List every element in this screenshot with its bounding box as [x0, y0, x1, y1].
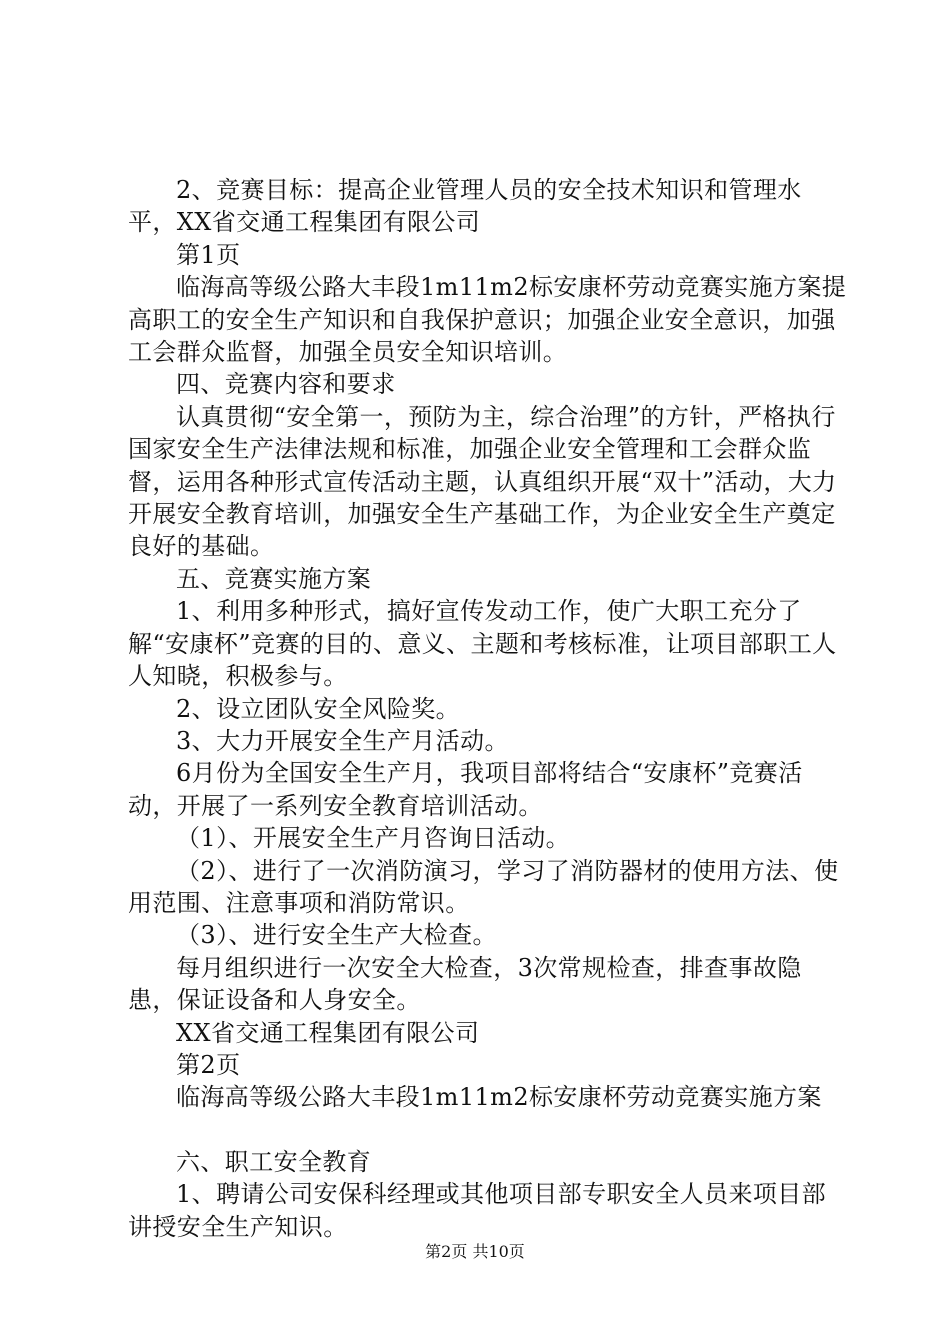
heading-section-four: 四、竞赛内容和要求 [176, 370, 396, 399]
list-item-fire-drill: （2）、进行了一次消防演习，学习了消防器材的使用方法、使用范围、注意事项和消防常识。 [128, 856, 839, 917]
paragraph-june-activities: 6月份为全国安全生产月，我项目部将结合“安康杯”竞赛活动，开展了一系列安全教育培训活动。 [128, 759, 803, 820]
list-item-consultation-day: （1）、开展安全生产月咨询日活动。 [176, 824, 571, 853]
paragraph-monthly-inspection: 每月组织进行一次安全大检查，3次常规检查，排查事故隐患，保证设备和人身安全。 [128, 953, 802, 1015]
page-marker-1: 第1页 [176, 240, 241, 269]
paragraph-guideline: 认真贯彻“安全第一，预防为主，综合治理”的方针，严格执行国家安全生产法律法规和标准，加强企业安全管理和工会群众监督，运用各种形式宣传活动主题，认真组织开展“双十”活动，大力开展安全教育培训，加强安全生产基础工作，为企业安全生产奠定良好的基础。 [128, 402, 837, 561]
company-name: XX省交通工程集团有限公司 [176, 1018, 480, 1047]
list-item-inspection: （3）、进行安全生产大检查。 [176, 921, 497, 950]
plan-title: 临海高等级公路大丰段1m11m2标安康杯劳动竞赛实施方案 [176, 1083, 822, 1112]
heading-section-five: 五、竞赛实施方案 [176, 564, 372, 593]
paragraph-plan-title-and-goals: 临海高等级公路大丰段1m11m2标安康杯劳动竞赛实施方案提高职工的安全生产知识和自我保护意识；加强企业安全意识，加强工会群众监督，加强全员安全知识培训。 [128, 273, 847, 367]
paragraph-spacer [128, 1114, 848, 1146]
page-marker-2: 第2页 [176, 1050, 241, 1079]
paragraph-safety-month: 3、大力开展安全生产月活动。 [176, 726, 509, 755]
paragraph-safety-lecture: 1、聘请公司安保科经理或其他项目部专职安全人员来项目部讲授安全生产知识。 [128, 1180, 827, 1241]
document-body [128, 174, 848, 1243]
paragraph-competition-goal: 2、竞赛目标：提高企业管理人员的安全技术知识和管理水平，XX省交通工程集团有限公司 [128, 176, 802, 237]
paragraph-publicity: 1、利用多种形式，搞好宣传发动工作，使广大职工充分了解“安康杯”竞赛的目的、意义、主题和考核标准，让项目部职工人人知晓，积极参与。 [128, 597, 837, 691]
paragraph-risk-award: 2、设立团队安全风险奖。 [176, 694, 461, 723]
heading-section-six: 六、职工安全教育 [176, 1147, 372, 1176]
page-footer: 第2页 共10页 [425, 1242, 525, 1261]
